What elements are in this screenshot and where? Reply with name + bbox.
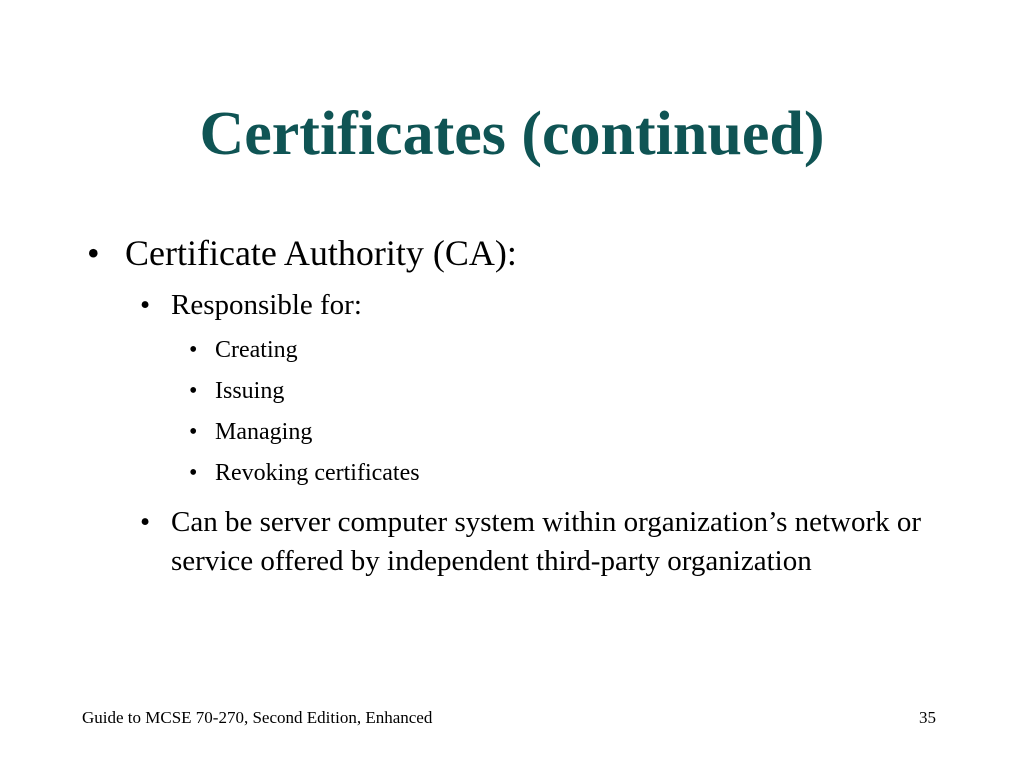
bullet-text: Managing [215,419,313,445]
bullet-icon: • [189,419,198,445]
bullet-text: Issuing [215,378,285,404]
bullet-icon: • [189,460,198,486]
bullet-text: Can be server computer system within organization’s network or service offered by independent third-party organization [171,506,922,577]
bullet-icon: • [140,289,151,321]
bullet-icon: • [189,378,198,404]
bullet-icon: • [189,337,198,363]
bullet-icon: • [140,506,151,538]
bullet-text: Creating [215,337,298,363]
bullet-text: Certificate Authority (CA): [125,233,517,273]
bullet-text: Responsible for: [171,289,362,321]
bullet-text: Revoking certificates [215,460,420,486]
page-number: 35 [919,708,936,727]
slide-title: Certificates (continued) [199,100,825,168]
footer-source: Guide to MCSE 70-270, Second Edition, Enhanced [82,708,433,727]
bullet-icon: • [87,233,100,273]
